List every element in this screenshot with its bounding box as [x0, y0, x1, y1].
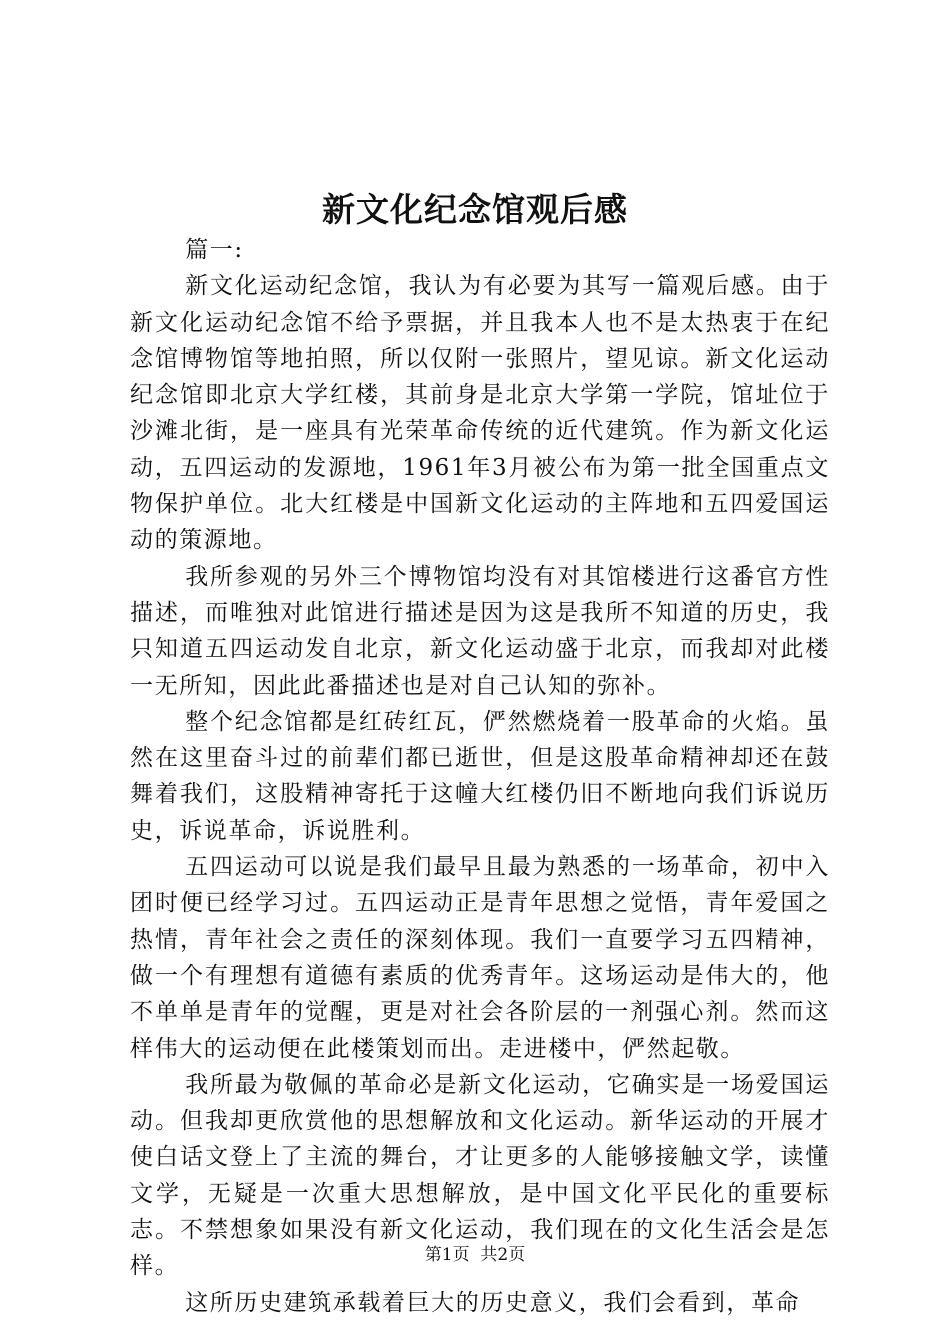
paragraph: 新文化运动纪念馆，我认为有必要为其写一篇观后感。由于新文化运动纪念馆不给予票据，并且我本人也不是太热衷于在纪念馆博物馆等地拍照，所以仅附一张照片，望见谅。新文化运动纪念馆即北京大学红楼，其前身是北京大学第一学院，馆址位于沙滩北街，是一座具有光荣革命传统的近代建筑。作为新文化运动，五四运动的发源地，1961年3月被公布为第一批全国重点文物保护单位。北大红楼是中国新文化运动的主阵地和五四爱国运动的策源地。	[130, 273, 830, 554]
paragraph: 整个纪念馆都是红砖红瓦，俨然燃烧着一股革命的火焰。虽然在这里奋斗过的前辈们都已逝世，但是这股革命精神却还在鼓舞着我们，这股精神寄托于这幢大红楼仍旧不断地向我们诉说历史，诉说革命，诉说胜利。	[130, 708, 830, 844]
paragraph: 五四运动可以说是我们最早且最为熟悉的一场革命，初中入团时便已经学习过。五四运动正是青年思想之觉悟，青年爱国之热情，青年社会之责任的深刻体现。我们一直要学习五四精神，做一个有理想有道德有素质的优秀青年。这场运动是伟大的，他不单单是青年的觉醒，更是对社会各阶层的一剂强心剂。然而这样伟大的运动便在此楼策划而出。走进楼中，俨然起敬。	[130, 854, 830, 1062]
paragraph: 我所参观的另外三个博物馆均没有对其馆楼进行这番官方性描述，而唯独对此馆进行描述是因为这是我所不知道的历史，我只知道五四运动发自北京，新文化运动盛于北京，而我却对此楼一无所知，因此此番描述也是对自己认知的弥补。	[130, 563, 830, 699]
paragraph: 我所最为敬佩的革命必是新文化运动，它确实是一场爱国运动。但我却更欣赏他的思想解放和文化运动。新华运动的开展才使白话文登上了主流的舞台，才让更多的人能够接触文学，读懂文学，无疑是一次重大思想解放，是中国文化平民化的重要标志。不禁想象如果没有新文化运动，我们现在的文化生活会是怎样。	[130, 1071, 830, 1280]
section-heading: 篇一:	[185, 237, 244, 263]
document-body	[130, 232, 830, 1321]
page-number-footer: 第1页 共2页	[424, 1245, 526, 1265]
paragraph: 这所历史建筑承载着巨大的历史意义，我们会看到，革命	[185, 1289, 801, 1316]
document-title: 新文化纪念馆观后感	[322, 190, 628, 229]
